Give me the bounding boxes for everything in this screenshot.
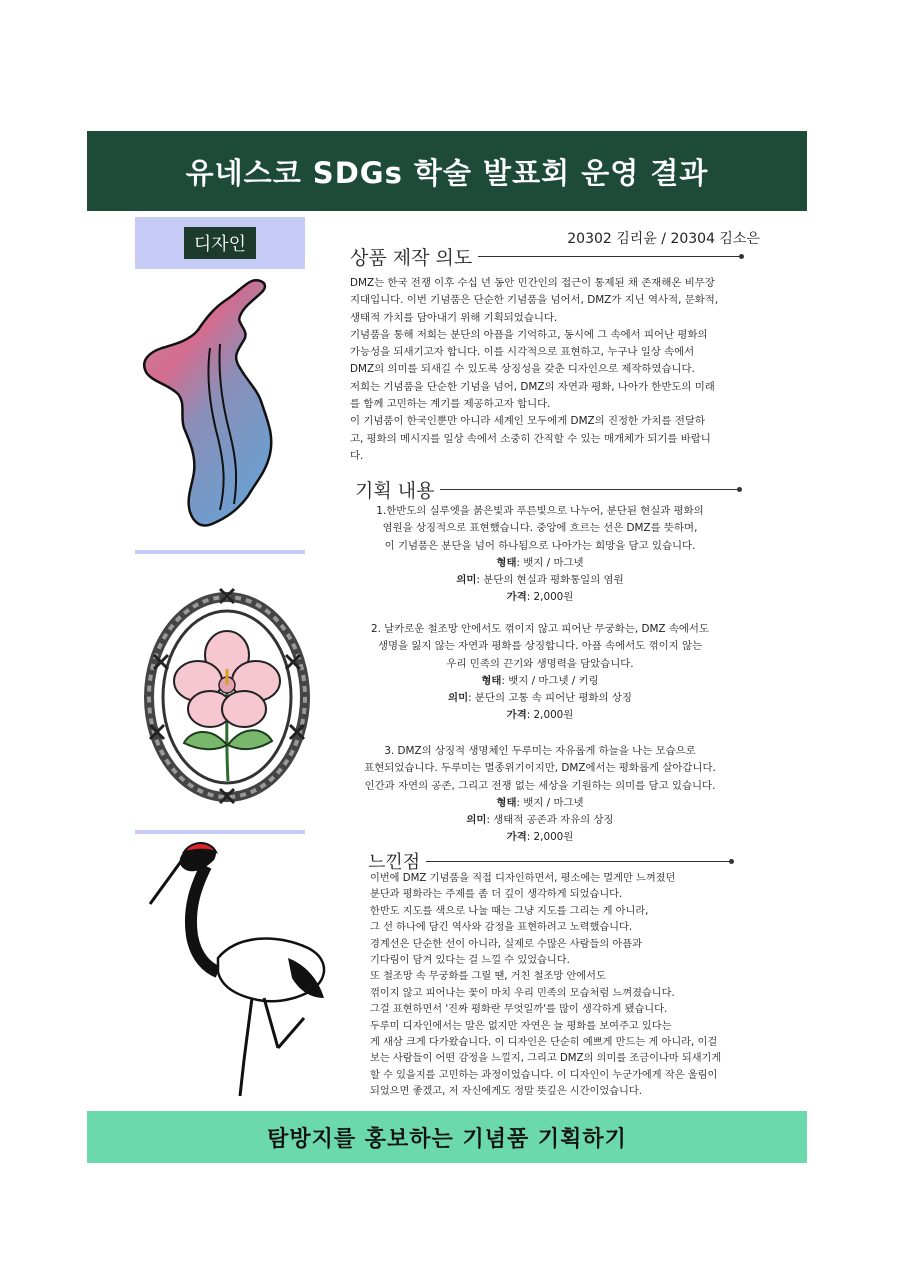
thoughts-line: 분단과 평화라는 주제를 좀 더 깊이 생각하게 되었습니다.	[370, 889, 623, 901]
thoughts-line: 그걸 표현하면서 '진짜 평화란 무엇일까'를 많이 생각하게 됐습니다.	[370, 1004, 668, 1016]
thoughts-line: 기다림이 담겨 있다는 걸 느낄 수 있었습니다.	[370, 955, 570, 967]
intent-line: 저희는 기념품을 단순한 기념을 넘어, DMZ의 자연과 평화, 나아가 한반도의 미래	[350, 380, 715, 393]
page-title: 유네스코 SDGs 학술 발표회 운영 결과	[185, 155, 709, 190]
plan-item-form-label: 형태	[481, 674, 502, 687]
plan-item-form	[336, 795, 744, 812]
plan-item-price-label: 가격	[506, 709, 527, 722]
crane-illustration	[148, 838, 330, 1100]
plan-item-meaning-label: 의미	[466, 814, 487, 827]
intent-line: 이 기념품이 한국인뿐만 아니라 세계인 모두에게 DMZ의 진정한 가치를 전달하	[350, 415, 705, 428]
section-thoughts-rule	[426, 861, 732, 862]
thoughts-line: 그 선 하나에 담긴 역사와 감정을 표현하려고 노력했습니다.	[370, 922, 633, 934]
intent-line: 를 함께 고민하는 계기를 제공하고자 합니다.	[350, 398, 551, 411]
section-intent-heading	[350, 243, 742, 270]
plan-item-meaning-value: : 분단의 현실과 평화통일의 염원	[476, 574, 624, 587]
plan-item-meaning-label: 의미	[456, 574, 477, 587]
design-tag-label: 디자인	[184, 227, 256, 259]
thoughts-paragraph	[370, 871, 765, 1101]
thoughts-line: 또 철조망 속 무궁화를 그릴 땐, 거친 철조망 안에서도	[370, 971, 606, 983]
plan-item-price-value: : 2,000원	[526, 709, 574, 722]
intent-line: 다.	[350, 449, 364, 462]
intent-line: 생태적 가치를 담아내기 위해 기획되었습니다.	[350, 311, 558, 324]
intent-line: 고, 평화의 메시지를 일상 속에서 소중히 간직할 수 있는 매개체가 되기를 바랍니	[350, 432, 711, 445]
header-banner	[87, 131, 807, 211]
divider-1	[135, 550, 305, 554]
section-intent-rule	[478, 256, 742, 257]
barbed-wire-flower-illustration	[140, 585, 315, 810]
section-plan-title: 기획 내용	[355, 480, 435, 502]
plan-item-meaning	[336, 812, 744, 829]
plan-item-form-label: 형태	[496, 556, 517, 569]
thoughts-line: 할 수 있을지를 고민하는 과정이었습니다. 이 디자인이 누군가에게 작은 울림이	[370, 1069, 718, 1081]
thoughts-line: 경계선은 단순한 선이 아니라, 실제로 수많은 사람들의 아픔과	[370, 938, 642, 950]
plan-item	[336, 743, 744, 847]
plan-item-line: 생명을 잃지 않는 자연과 평화를 상징합니다. 아픔 속에서도 꺾이지 않는	[377, 640, 703, 653]
design-tag-box	[135, 217, 305, 269]
thoughts-line: 한반도 지도를 색으로 나눌 때는 그냥 지도를 그리는 게 아니라,	[370, 905, 649, 917]
plan-item-meaning-value: : 생태적 공존과 자유의 상징	[486, 814, 614, 827]
plan-item-line: 염원을 상징적으로 표현했습니다. 중앙에 흐르는 선은 DMZ를 뜻하며,	[382, 522, 698, 535]
intent-line: DMZ는 한국 전쟁 이후 수십 년 동안 민간인의 접근이 통제된 채 존재해온 비무장	[350, 277, 715, 289]
thoughts-line: 되었으면 좋겠고, 저 자신에게도 정말 뜻깊은 시간이었습니다.	[370, 1086, 642, 1098]
plan-item-line: 표현되었습니다. 두루미는 멸종위기이지만, DMZ에서는 평화롭게 살아갑니다.	[364, 762, 716, 775]
plan-item-price-label: 가격	[506, 831, 527, 844]
plan-item-meaning	[340, 572, 740, 589]
section-plan-heading	[355, 476, 740, 503]
plan-item-line: 1.한반도의 실루엣을 붉은빛과 푸른빛으로 나누어, 분단된 현실과 평화의	[376, 505, 704, 517]
thoughts-line: 두루미 디자인에서는 말은 없지만 자연은 늘 평화를 보여주고 있다는	[370, 1020, 672, 1032]
plan-item-line: 2. 날카로운 철조망 안에서도 꺾이지 않고 피어난 무궁화는, DMZ 속에서도	[370, 623, 710, 635]
divider-2	[135, 830, 305, 834]
intent-line: 기념품을 통해 저희는 분단의 아픔을 기억하고, 동시에 그 속에서 피어난 평화의	[350, 328, 708, 341]
intent-line: 가능성을 되새기고자 합니다. 이를 시각적으로 표현하고, 누구나 일상 속에서	[350, 346, 695, 359]
plan-item-line: 우리 민족의 끈기와 생명력을 담았습니다.	[446, 657, 634, 670]
thoughts-line: 보는 사람들이 어떤 감정을 느낄지, 그리고 DMZ의 의미를 조금이나마 되새기게	[370, 1053, 722, 1065]
plan-item-meaning	[340, 690, 740, 707]
plan-item-form-label: 형태	[496, 796, 517, 809]
footer-banner	[87, 1111, 807, 1163]
plan-item-price	[336, 829, 744, 846]
plan-item-meaning-label: 의미	[448, 692, 469, 705]
plan-item-form-value: : 뱃지 / 마그넷 / 키링	[501, 674, 599, 687]
thoughts-line: 이번에 DMZ 기념품을 직접 디자인하면서, 평소에는 멀게만 느껴졌던	[370, 873, 676, 884]
plan-item-line: 이 기념품은 분단을 넘어 하나됨으로 나아가는 희망을 담고 있습니다.	[384, 539, 696, 552]
plan-item-line: 인간과 자연의 공존, 그리고 전쟁 없는 세상을 기원하는 의미를 담고 있습니다.	[364, 779, 716, 792]
intent-line: DMZ의 의미를 되새길 수 있도록 상징성을 갖춘 디자인으로 제작하였습니다.	[350, 363, 695, 376]
thoughts-line: 꺾이지 않고 피어나는 꽃이 마치 우리 민족의 모습처럼 느껴졌습니다.	[370, 987, 675, 999]
plan-item-price-value: : 2,000원	[526, 591, 574, 604]
thoughts-line: 게 새삼 크게 다가왔습니다. 이 디자인은 단순히 예쁘게 만드는 게 아니라, 이걸	[370, 1037, 718, 1049]
plan-item-price-value: : 2,000원	[526, 831, 574, 844]
footer-title: 탐방지를 홍보하는 기념품 기획하기	[267, 1126, 627, 1152]
plan-item-form-value: : 뱃지 / 마그넷	[516, 796, 584, 809]
section-plan-rule	[440, 489, 740, 490]
plan-item-form	[340, 673, 740, 690]
plan-item-price	[340, 707, 740, 724]
plan-item-form-value: : 뱃지 / 마그넷	[516, 556, 584, 569]
authors: 20302 김리윤 / 20304 김소은	[567, 231, 760, 247]
intent-paragraph	[350, 275, 760, 465]
section-thoughts-title: 느낀점	[368, 852, 421, 873]
section-intent-title: 상품 제작 의도	[350, 247, 473, 269]
plan-item-meaning-value: : 분단의 고통 속 피어난 평화의 상징	[468, 692, 632, 705]
intent-line: 지대입니다. 이번 기념품은 단순한 기념품을 넘어서, DMZ가 지닌 역사적, 문화적,	[350, 294, 719, 307]
plan-item-form	[340, 555, 740, 572]
plan-item-price-label: 가격	[506, 591, 527, 604]
plan-item	[340, 503, 740, 607]
plan-item	[340, 621, 740, 725]
plan-item-line: 3. DMZ의 상징적 생명체인 두루미는 자유롭게 하늘을 나는 모습으로	[384, 745, 696, 757]
plan-item-price	[340, 589, 740, 606]
korea-map-illustration	[140, 278, 290, 533]
